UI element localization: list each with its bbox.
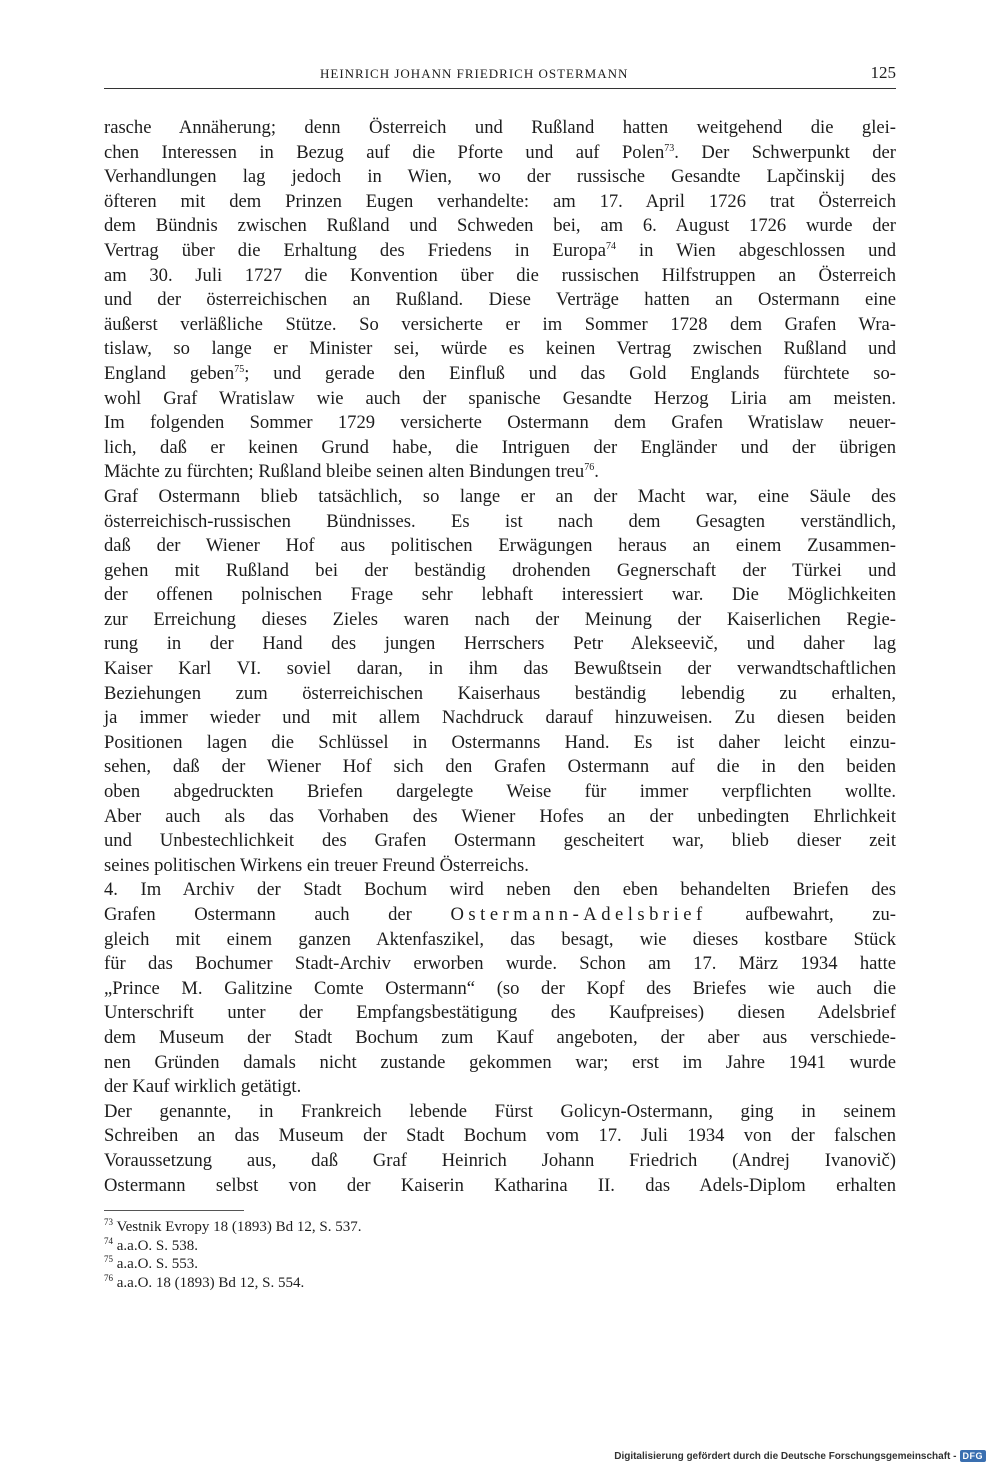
footnote-list [104, 1218, 361, 1292]
text-line: Aber auch als das Vorhaben des Wiener Hofes an der unbedingten Ehrlichkeit [104, 805, 896, 827]
text-line: Positionen lagen die Schlüssel in Ostermanns Hand. Es ist daher leicht einzu- [104, 731, 896, 753]
footnote: $^{76}$ a.a.O. 18 (1893) Bd 12, S. 554. [104, 1272, 305, 1291]
body-text [104, 116, 896, 1198]
text-line: gleich mit einem ganzen Aktenfaszikel, das besagt, wie dieses kostbare Stück [104, 928, 896, 950]
text-line: England geben$^{75}$; und gerade den Einfluß und das Gold Englands fürchtete so- [104, 362, 896, 384]
text-line: wohl Graf Wratislaw wie auch der spanische Gesandte Herzog Liria am meisten. [104, 387, 896, 409]
paragraph-4 [104, 1100, 896, 1198]
text-line: und der österreichischen an Rußland. Diese Verträge hatten an Ostermann eine [104, 289, 896, 311]
text-line: der Kauf wirklich getätigt. [104, 1076, 302, 1098]
dfg-logo-icon: DFG [960, 1450, 987, 1462]
footnote: $^{73}$ Vestnik Evropy 18 (1893) Bd 12, S. 537. [104, 1217, 362, 1235]
footnote-ref-75[interactable]: 75 [234, 363, 245, 375]
text-line: gehen mit Rußland bei der beständig drohenden Gegnerschaft der Türkei und [104, 559, 896, 581]
text-line: der offenen polnischen Frage sehr lebhaft interessiert war. Die Möglichkeiten [104, 584, 896, 606]
running-title: HEINRICH JOHANN FRIEDRICH OSTERMANN [320, 66, 629, 81]
text-line: Ostermann selbst von der Kaiserin Katharina II. das Adels-Diplom erhalten [104, 1174, 896, 1196]
page-number: 125 [870, 63, 896, 82]
text-line: und Unbestechlichkeit des Grafen Ostermann gescheitert war, blieb dieser zeit [104, 830, 896, 852]
text-line: Kaiser Karl VI. soviel daran, in ihm das Bewußtsein der verwandtschaftlichen [104, 658, 896, 680]
footnote-rule [104, 1210, 244, 1211]
text-line: rung in der Hand des jungen Herrschers Petr Alekseevič, und daher lag [104, 633, 896, 655]
text-line: öfteren mit dem Prinzen Eugen verhandelte: am 17. April 1726 trat Österreich [104, 190, 896, 212]
text-line: Vertrag über die Erhaltung des Friedens in Europa$^{74}$ in Wien abgeschlossen und [104, 239, 896, 261]
text-line: tislaw, so lange er Minister sei, würde es keinen Vertrag zwischen Rußland und [104, 338, 896, 360]
text-line: Mächte zu fürchten; Rußland bleibe seinen alten Bindungen treu$^{76}$. [104, 461, 599, 483]
text-line: dem Bündnis zwischen Rußland und Schweden bei, am 6. August 1726 wurde der [104, 215, 896, 237]
page-content [104, 94, 896, 1198]
text-line: für das Bochumer Stadt-Archiv erworben wurde. Schon am 17. März 1934 hatte [104, 953, 896, 975]
text-line: zur Erreichung dieses Zieles waren nach der Meinung der Kaiserlichen Regie- [104, 608, 896, 630]
text-line: „Prince M. Galitzine Comte Ostermann“ (so der Kopf des Briefes wie auch die [104, 977, 896, 999]
emphasized-term: Ostermann-Adelsbrief [450, 904, 707, 925]
paragraph-2 [104, 485, 896, 879]
text-line: chen Interessen in Bezug auf die Pforte und auf Polen$^{73}$. Der Schwerpunkt der [104, 141, 897, 163]
text-line: Beziehungen zum österreichischen Kaiserhaus beständig lebendig zu erhalten, [104, 682, 896, 704]
footnote-ref-73[interactable]: 73 [664, 142, 675, 154]
text-line: ja immer wieder und mit allem Nachdruck darauf hinzuweisen. Zu diesen beiden [104, 707, 896, 729]
text-line: Schreiben an das Museum der Stadt Bochum vom 17. Juli 1934 von der falschen [104, 1125, 896, 1147]
text-line: Graf Ostermann blieb tatsächlich, so lange er an der Macht war, eine Säule des [104, 485, 896, 507]
footnote: $^{75}$ a.a.O. S. 553. [104, 1254, 198, 1272]
credit-text: Digitalisierung gefördert durch die Deutsche Forschungsgemeinschaft - [614, 1450, 957, 1462]
text-line: Voraussetzung aus, daß Graf Heinrich Johann Friedrich (Andrej Ivanovič) [104, 1149, 896, 1171]
text-line: rasche Annäherung; denn Österreich und Rußland hatten weitgehend die glei- [104, 117, 896, 138]
text-line: dem Museum der Stadt Bochum zum Kauf angeboten, der aber aus verschiede- [104, 1026, 896, 1048]
text-line: Im folgenden Sommer 1729 versicherte Ostermann dem Grafen Wratislaw neuer- [104, 412, 896, 434]
text-line: seines politischen Wirkens ein treuer Freund Österreichs. [104, 854, 529, 876]
text-line: lich, daß er keinen Grund habe, die Intriguen der Engländer und der übrigen [104, 436, 896, 458]
text-line: Verhandlungen lag jedoch in Wien, wo der russische Gesandte Lapčinskij des [104, 166, 896, 188]
text-line: 4. Im Archiv der Stadt Bochum wird neben den eben behandelten Briefen des [104, 879, 896, 901]
text-line: Der genannte, in Frankreich lebende Fürst Golicyn-Ostermann, ging in seinem [104, 1100, 896, 1122]
text-line: österreichisch-russischen Bündnisses. Es ist nach dem Gesagten verständlich, [104, 510, 896, 532]
text-line: Grafen Ostermann auch der Ostermann-Adelsbrief aufbewahrt, zu- [104, 904, 896, 925]
digitization-credit [614, 1450, 986, 1462]
footnote-ref-74[interactable]: 74 [605, 240, 616, 252]
page-header [104, 60, 896, 89]
text-line: sehen, daß der Wiener Hof sich den Grafen Ostermann auf die in den beiden [104, 756, 896, 778]
footnote-ref-76[interactable]: 76 [584, 462, 595, 474]
text-line: oben abgedruckten Briefen dargelegte Weise für immer verpflichten wollte. [104, 781, 896, 803]
text-line: daß der Wiener Hof aus politischen Erwägungen heraus an einem Zusammen- [104, 535, 896, 557]
paragraph-3 [104, 878, 896, 1099]
paragraph-1 [104, 116, 896, 485]
text-line: am 30. Juli 1727 die Konvention über die russischen Hilfstruppen an Österreich [104, 264, 896, 286]
text-line: äußerst verläßliche Stütze. So versicherte er im Sommer 1728 dem Grafen Wra- [104, 313, 896, 335]
footnote: $^{74}$ a.a.O. S. 538. [104, 1235, 198, 1254]
text-line: Unterschrift unter der Empfangsbestätigung des Kaufpreises) diesen Adelsbrief [104, 1002, 896, 1024]
text-line: nen Gründen damals nicht zustande gekommen war; erst im Jahre 1941 wurde [104, 1051, 896, 1073]
